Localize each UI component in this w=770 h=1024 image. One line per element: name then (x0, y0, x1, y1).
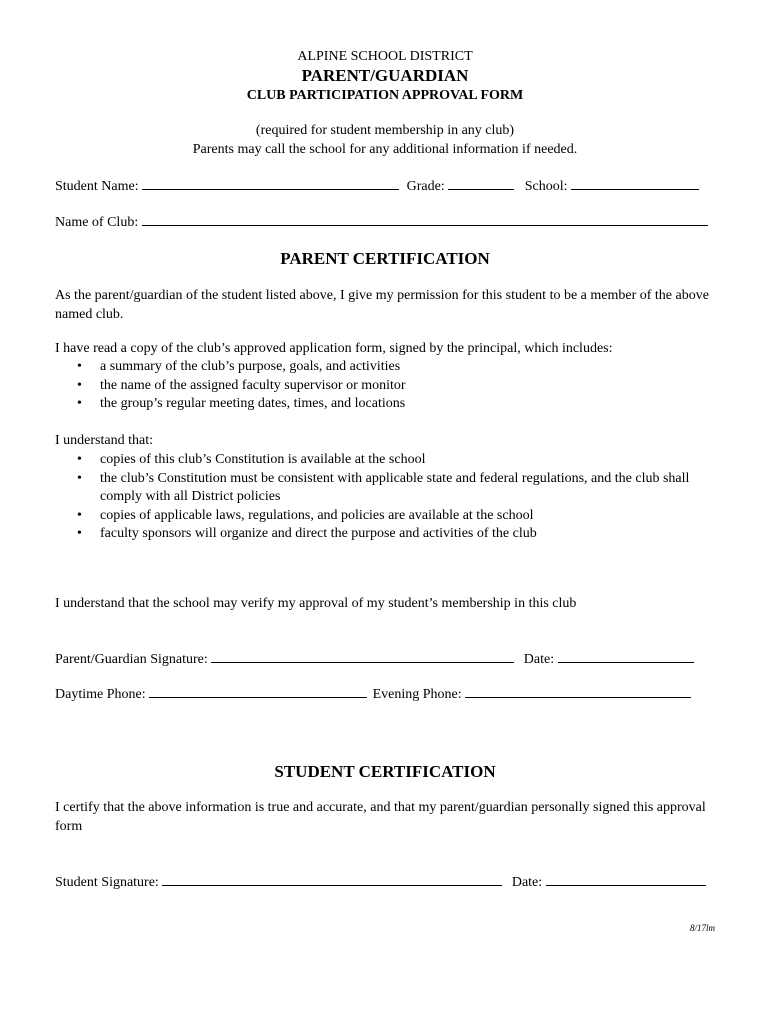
parent-certification-heading: PARENT CERTIFICATION (280, 249, 490, 268)
club-name-field[interactable] (142, 212, 708, 226)
student-name-label: Student Name: (55, 179, 139, 194)
verify-statement: I understand that the school may verify my approval of my student’s membership in this club (55, 596, 577, 611)
daytime-phone-label: Daytime Phone: (55, 687, 146, 702)
student-certification-heading: STUDENT CERTIFICATION (274, 762, 496, 781)
student-certify-paragraph: I certify that the above information is true and accurate, and that my parent/guardian personally signed this approval form (55, 800, 706, 834)
student-date-field[interactable] (546, 872, 706, 886)
student-name-field[interactable] (142, 176, 399, 190)
bullet-icon: • (77, 396, 82, 411)
form-subtitle: CLUB PARTICIPATION APPROVAL FORM (246, 88, 524, 103)
evening-phone-label: Evening Phone: (372, 687, 462, 702)
list-item: • faculty sponsors will organize and direct the purpose and activities of the club (55, 525, 715, 544)
grade-label: Grade: (406, 179, 445, 194)
contact-note: Parents may call the school for any additional information if needed. (192, 142, 578, 157)
student-signature-field[interactable] (162, 872, 502, 886)
understand-intro: I understand that: (55, 433, 153, 448)
bullet-icon: • (77, 359, 82, 374)
bullet-icon: • (77, 470, 82, 486)
parent-signature-field[interactable] (211, 649, 514, 663)
daytime-phone-field[interactable] (149, 684, 367, 698)
list-item: • copies of applicable laws, regulations, and policies are available at the school (55, 507, 715, 526)
evening-phone-field[interactable] (465, 684, 691, 698)
parent-signature-label: Parent/Guardian Signature: (55, 652, 208, 667)
list-item: • a summary of the club’s purpose, goals, and activities (55, 358, 715, 377)
school-label: School: (524, 179, 568, 194)
bullet-icon: • (77, 526, 82, 541)
parent-date-label: Date: (523, 652, 555, 667)
form-title: PARENT/GUARDIAN (301, 66, 469, 85)
bullet-icon: • (77, 507, 82, 523)
club-name-row (55, 212, 708, 232)
phone-row (55, 684, 691, 704)
student-info-row (55, 176, 699, 196)
permission-paragraph: As the parent/guardian of the student listed above, I give my permission for this student to be a member of the above named club. (55, 288, 709, 322)
student-signature-row (55, 872, 706, 892)
includes-list (55, 358, 715, 414)
list-item: • the club’s Constitution must be consistent with applicable state and federal regulations, and the club shall comply with all District policies (77, 470, 690, 504)
club-name-label: Name of Club: (55, 215, 139, 230)
list-item: • the name of the assigned faculty supervisor or monitor (55, 377, 715, 396)
student-date-label: Date: (511, 875, 543, 890)
district-name: ALPINE SCHOOL DISTRICT (297, 49, 473, 64)
bullet-icon: • (77, 452, 82, 467)
form-revision-code: 8/17lm (689, 923, 715, 933)
list-item: • copies of this club’s Constitution is available at the school (55, 451, 715, 470)
bullet-icon: • (77, 377, 82, 393)
student-signature-label: Student Signature: (55, 875, 159, 890)
requirement-note: (required for student membership in any club) (255, 123, 515, 138)
grade-field[interactable] (448, 176, 514, 190)
parent-date-field[interactable] (558, 649, 694, 663)
parent-signature-row (55, 649, 694, 669)
understand-list (55, 451, 715, 544)
list-item: • the group’s regular meeting dates, times, and locations (55, 395, 715, 414)
application-read-paragraph: I have read a copy of the club’s approved application form, signed by the principal, which includes: (55, 341, 613, 356)
school-field[interactable] (571, 176, 699, 190)
